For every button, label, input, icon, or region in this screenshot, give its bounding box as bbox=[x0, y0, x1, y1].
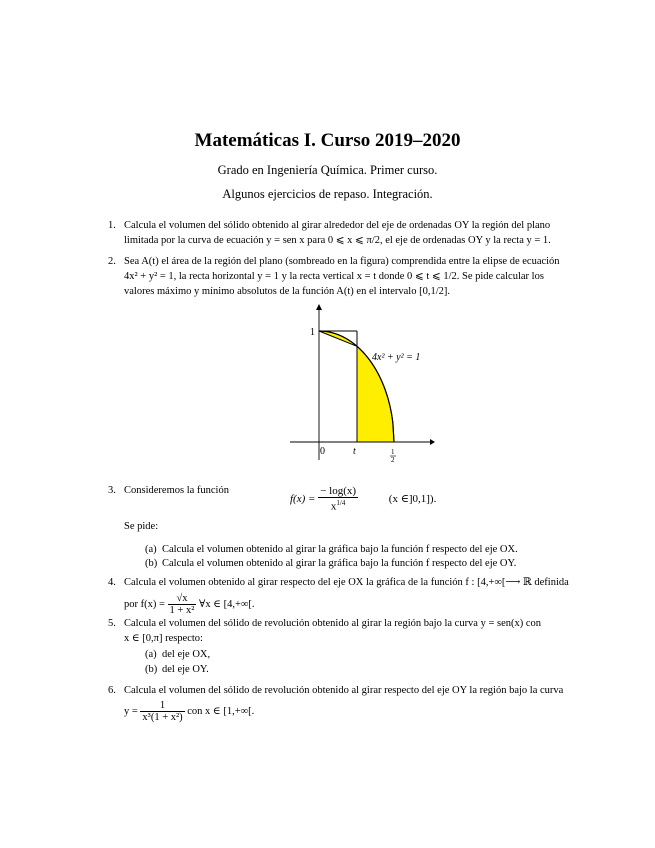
formula-lhs: por f(x) = bbox=[124, 598, 165, 610]
formula-denominator: 1 + x² bbox=[169, 605, 195, 616]
formula-numerator: √x bbox=[168, 593, 197, 605]
exercise-number: 6. bbox=[108, 685, 116, 696]
exercise-5a bbox=[145, 647, 210, 662]
sub-text: del eje OY. bbox=[162, 664, 209, 675]
subtitle-degree: Grado en Ingeniería Química. Primer curso. bbox=[217, 163, 438, 177]
exercise-text-line: Calcula el volumen obtenido al girar respecto del eje OX la gráfica de la función f : [4,+∞[⟶ ℝ definida bbox=[124, 577, 569, 588]
sub-text: del eje OX, bbox=[162, 649, 211, 660]
ellipse-equation-label: 4x² + y² = 1 bbox=[372, 352, 421, 363]
exercise-text-line: Calcula el volumen del sólido obtenido al girar alrededor del eje de ordenadas OY la región del plano bbox=[124, 220, 551, 231]
exercise-number: 1. bbox=[108, 220, 116, 231]
page-title: Matemáticas I. Curso 2019–2020 bbox=[194, 130, 461, 151]
exercise-text-line: Calcula el volumen del sólido de revolución obtenido al girar la región bajo la curva y = sen(x) con bbox=[124, 618, 542, 629]
exercise-text-line: Sea A(t) el área de la región del plano (sombreado en la figura) comprendida entre la elipse de ecuación bbox=[124, 256, 560, 267]
exercise-formula-line bbox=[124, 593, 584, 616]
exercise-text-line: x ∈ [0,π] respecto: bbox=[124, 633, 203, 644]
formula-denominator: $x^{1/4}$ bbox=[330, 499, 346, 513]
exercise-number: 5. bbox=[108, 618, 116, 629]
function-definition bbox=[290, 486, 436, 513]
sub-label: (a) bbox=[145, 544, 157, 555]
exercise-5 bbox=[108, 616, 584, 646]
exercise-formula-line bbox=[124, 700, 584, 723]
exercise-1 bbox=[108, 218, 584, 248]
label-y-1: 1 bbox=[310, 327, 315, 338]
label-half-den: 2 bbox=[391, 456, 395, 464]
exercise-3a bbox=[145, 542, 518, 557]
formula-numerator: − log(x) bbox=[320, 485, 357, 497]
exercise-4 bbox=[108, 575, 584, 616]
exercise-3b bbox=[145, 556, 516, 571]
label-origin: 0 bbox=[320, 446, 325, 457]
formula-lhs: y = bbox=[124, 705, 138, 717]
exercise-text-line: limitada por la curva de ecuación y = sen x para 0 ⩽ x ⩽ π/2, el eje de ordenadas OY y la recta y = 1. bbox=[124, 235, 551, 246]
formula-tail: con x ∈ [1,+∞[. bbox=[187, 705, 255, 717]
label-half-num: 1 bbox=[391, 448, 395, 456]
formula-fraction bbox=[168, 593, 197, 616]
exercise-number: 3. bbox=[108, 485, 116, 496]
formula-numerator: 1 bbox=[140, 700, 184, 712]
label-t: t bbox=[353, 446, 356, 457]
sub-label: (b) bbox=[145, 664, 158, 675]
x-axis-arrow bbox=[430, 439, 435, 445]
sub-label: (b) bbox=[145, 558, 158, 569]
exercise-text-line: 4x² + y² = 1, la recta horizontal y = 1 y la recta vertical x = t donde 0 ⩽ t ⩽ 1/2. Se pide calcular los bbox=[124, 271, 544, 282]
formula-domain: (x ∈]0,1]). bbox=[388, 492, 437, 505]
sub-text: Calcula el volumen obtenido al girar la gráfica bajo la función f respecto del eje OX. bbox=[162, 544, 518, 555]
se-pide-text: Se pide: bbox=[124, 521, 159, 532]
ellipse-area-figure bbox=[280, 300, 440, 470]
exercise-intro: Consideremos la función bbox=[124, 485, 229, 496]
sub-label: (a) bbox=[145, 649, 157, 660]
formula-fraction bbox=[318, 486, 358, 513]
sub-text: Calcula el volumen obtenido al girar la gráfica bajo la función f respecto del eje OY. bbox=[162, 558, 517, 569]
se-pide-label bbox=[124, 519, 584, 534]
formula-denominator: x³(1 + x²) bbox=[142, 712, 183, 723]
exercise-6 bbox=[108, 683, 584, 723]
exercise-number: 2. bbox=[108, 256, 116, 267]
subtitle-topic: Algunos ejercicios de repaso. Integración. bbox=[222, 187, 433, 201]
formula-tail: ∀x ∈ [4,+∞[. bbox=[199, 598, 255, 610]
y-axis-arrow bbox=[316, 304, 322, 310]
exercise-text-line: Calcula el volumen del sólido de revolución obtenido al girar respecto del eje OY la región bajo la curva bbox=[124, 685, 564, 696]
exercise-2 bbox=[108, 254, 584, 299]
formula-lhs: f(x) = bbox=[290, 492, 316, 505]
exercise-number: 4. bbox=[108, 577, 116, 588]
exercise-text-line: valores máximo y mínimo absolutos de la función A(t) en el intervalo [0,1/2]. bbox=[124, 286, 451, 297]
exercise-5b bbox=[145, 662, 209, 677]
formula-fraction bbox=[140, 700, 184, 723]
